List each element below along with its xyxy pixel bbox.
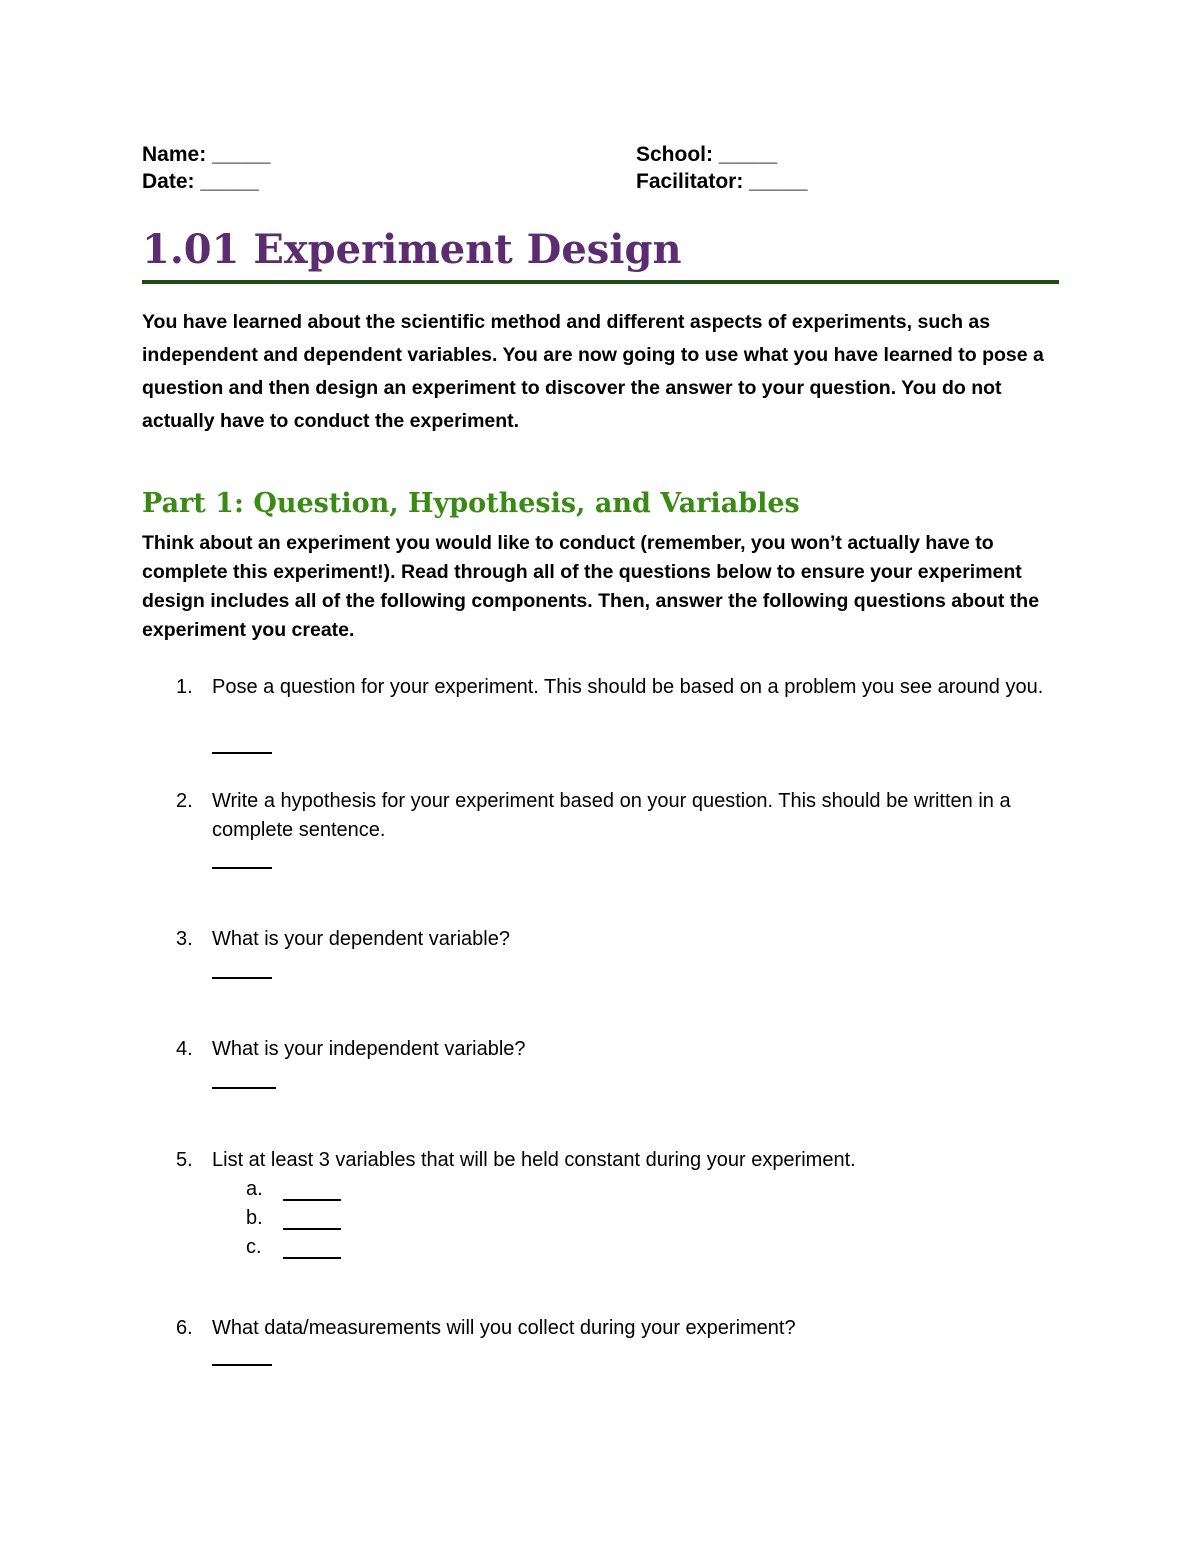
question-3 xyxy=(176,925,1076,985)
question-number: 5. xyxy=(176,1149,193,1171)
question-number: 3. xyxy=(176,928,193,950)
intro-paragraph: You have learned about the scientific method and different aspects of experiments, such as independent and dependent variables. You are now going to use what you have learned to pose a question and then design an experiment to discover the answer to your question. You do not actually have to conduct the experiment. xyxy=(142,311,1044,432)
answer-line-4[interactable] xyxy=(212,1087,276,1089)
date-field[interactable]: Date: _____ xyxy=(142,170,259,193)
question-number: 2. xyxy=(176,790,193,812)
question-text: What is your dependent variable? xyxy=(212,928,510,950)
question-text: What is your independent variable? xyxy=(212,1038,526,1060)
question-4 xyxy=(176,1035,1076,1095)
answer-line-3[interactable] xyxy=(212,977,272,979)
question-text: Pose a question for your experiment. This should be based on a problem you see around you. xyxy=(212,676,1044,698)
question-6 xyxy=(176,1314,1076,1374)
answer-line-2[interactable] xyxy=(212,867,272,869)
subitem-label: a. xyxy=(246,1178,263,1200)
part1-instructions: Think about an experiment you would like to conduct (remember, you won’t actually have to complete this experiment!). Read through all of the questions below to ensure your experiment design includes all of the following components. Then, answer the following questions about the experiment you create. xyxy=(142,532,1040,641)
facilitator-field[interactable]: Facilitator: _____ xyxy=(636,170,808,193)
question-text: List at least 3 variables that will be held constant during your experiment. xyxy=(212,1149,856,1171)
title-divider xyxy=(142,280,1059,284)
question-5 xyxy=(176,1146,1076,1186)
answer-line-5c[interactable] xyxy=(283,1257,341,1259)
answer-line-5a[interactable] xyxy=(283,1199,341,1201)
question-number: 1. xyxy=(176,676,193,698)
part1-heading: Part 1: Question, Hypothesis, and Variables xyxy=(142,488,800,519)
school-field[interactable]: School: _____ xyxy=(636,143,778,166)
question-2 xyxy=(176,787,1076,877)
page-title: 1.01 Experiment Design xyxy=(142,226,682,273)
answer-line-1[interactable] xyxy=(212,752,272,754)
name-field[interactable]: Name: _____ xyxy=(142,143,271,166)
question-number: 6. xyxy=(176,1317,193,1339)
question-text: Write a hypothesis for your experiment based on your question. This should be written in a complete sentence. xyxy=(212,790,1011,841)
answer-line-6[interactable] xyxy=(212,1364,272,1366)
question-text: What data/measurements will you collect during your experiment? xyxy=(212,1317,796,1339)
question-number: 4. xyxy=(176,1038,193,1060)
subitem-label: c. xyxy=(246,1236,262,1258)
subitem-label: b. xyxy=(246,1207,263,1229)
question-1 xyxy=(176,673,1076,763)
answer-line-5b[interactable] xyxy=(283,1228,341,1230)
